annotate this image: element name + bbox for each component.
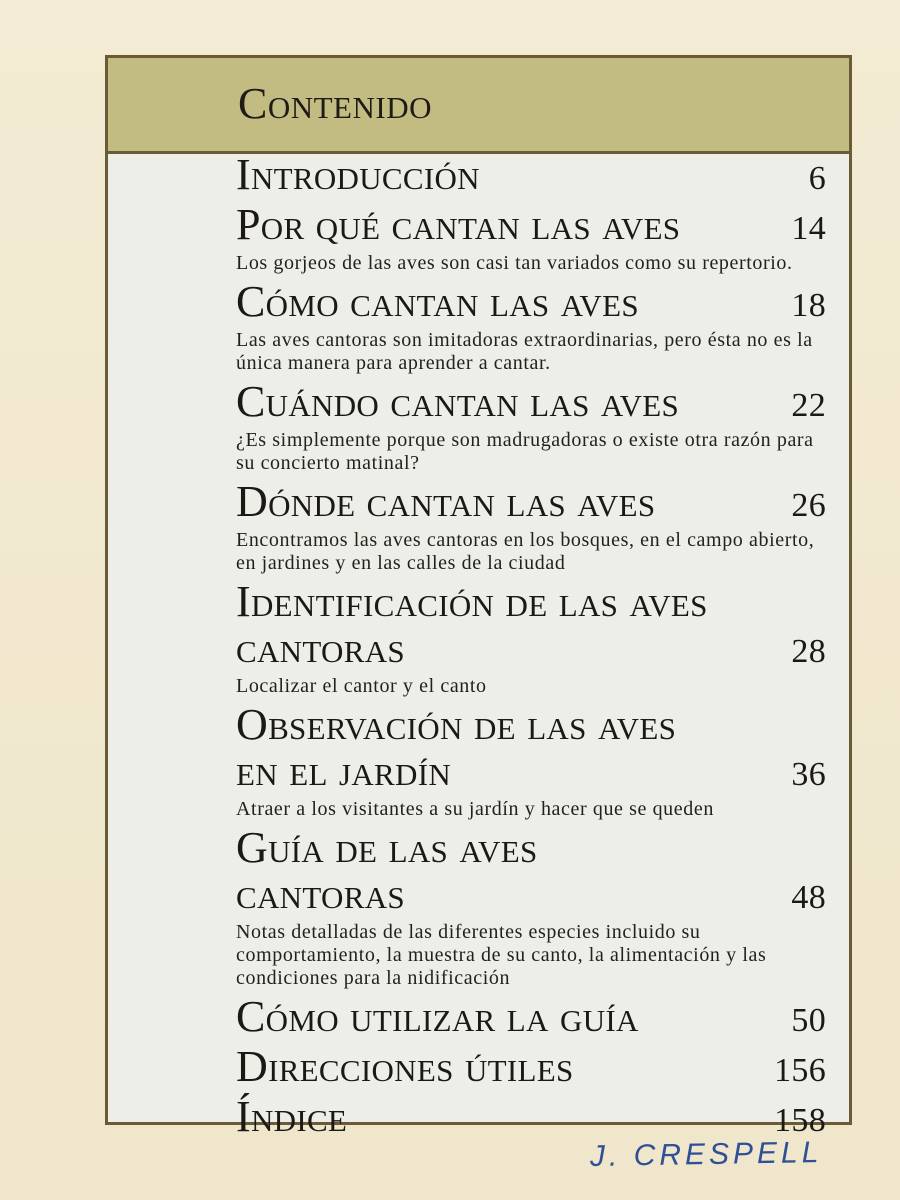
toc-entry-identificacion	[236, 579, 826, 698]
toc-entry-title: Direcciones útiles	[236, 1042, 574, 1091]
toc-entry-description: Los gorjeos de las aves son casi tan variados como su repertorio.	[236, 252, 793, 274]
toc-entry-title-cont: en el jardín	[236, 746, 452, 795]
toc-entry-page: 48	[791, 879, 826, 916]
toc-entry-page: 156	[774, 1052, 826, 1089]
toc-entry-title: Guía de las aves	[236, 823, 538, 872]
toc-entry-page: 28	[791, 633, 826, 670]
toc-entry-description: ¿Es simplemente porque son madrugadoras o existe otra razón para su concierto matinal?	[236, 429, 814, 474]
toc-entry-por-que	[236, 202, 826, 275]
toc-entry-title-cont: cantoras	[236, 623, 405, 672]
toc-entry-introduccion	[236, 152, 826, 202]
toc-entry-page: 26	[791, 487, 826, 524]
toc-entry-description: Encontramos las aves cantoras en los bosques, en el campo abierto, en jardines y en las calles de la ciudad	[236, 529, 815, 574]
toc-entry-description: Notas detalladas de las diferentes especies incluido su comportamiento, la muestra de su canto, la alimentación y las condiciones para la nidificación	[236, 921, 767, 989]
toc-entry-page: 14	[791, 210, 826, 247]
table-of-contents	[236, 152, 826, 1144]
contents-header	[108, 58, 849, 154]
toc-entry-page: 6	[808, 160, 826, 197]
toc-entry-cuando	[236, 379, 826, 475]
toc-entry-guia	[236, 825, 826, 990]
toc-entry-page: 36	[791, 756, 826, 793]
toc-entry-como	[236, 279, 826, 375]
toc-entry-observacion	[236, 702, 826, 821]
toc-entry-title: Dónde cantan las aves	[236, 477, 656, 526]
toc-entry-description: Localizar el cantor y el canto	[236, 675, 487, 697]
toc-entry-como-utilizar	[236, 994, 826, 1044]
handwritten-signature: J. CRESPELL	[589, 1135, 823, 1174]
toc-entry-page: 50	[791, 1002, 826, 1039]
toc-entry-title: Introducción	[236, 150, 480, 199]
contents-panel	[105, 55, 852, 1141]
toc-entry-title: Identificación de las aves	[236, 577, 708, 626]
toc-entry-title: Cuándo cantan las aves	[236, 377, 680, 426]
toc-entry-title: Observación de las aves	[236, 700, 677, 749]
toc-entry-page: 18	[791, 287, 826, 324]
toc-entry-title: Cómo utilizar la guía	[236, 992, 639, 1041]
toc-entry-direcciones	[236, 1044, 826, 1094]
toc-entry-description: Las aves cantoras son imitadoras extraordinarias, pero ésta no es la única manera para aprender a cantar.	[236, 329, 813, 374]
page-title: Contenido	[238, 79, 432, 128]
toc-entry-page: 158	[774, 1102, 826, 1139]
toc-entry-description: Atraer a los visitantes a su jardín y hacer que se queden	[236, 798, 714, 820]
toc-entry-title-cont: cantoras	[236, 869, 405, 918]
toc-entry-title: Cómo cantan las aves	[236, 277, 639, 326]
toc-entry-page: 22	[791, 387, 826, 424]
toc-entry-title: Por qué cantan las aves	[236, 200, 681, 249]
toc-entry-donde	[236, 479, 826, 575]
toc-entry-title: Índice	[236, 1092, 348, 1141]
